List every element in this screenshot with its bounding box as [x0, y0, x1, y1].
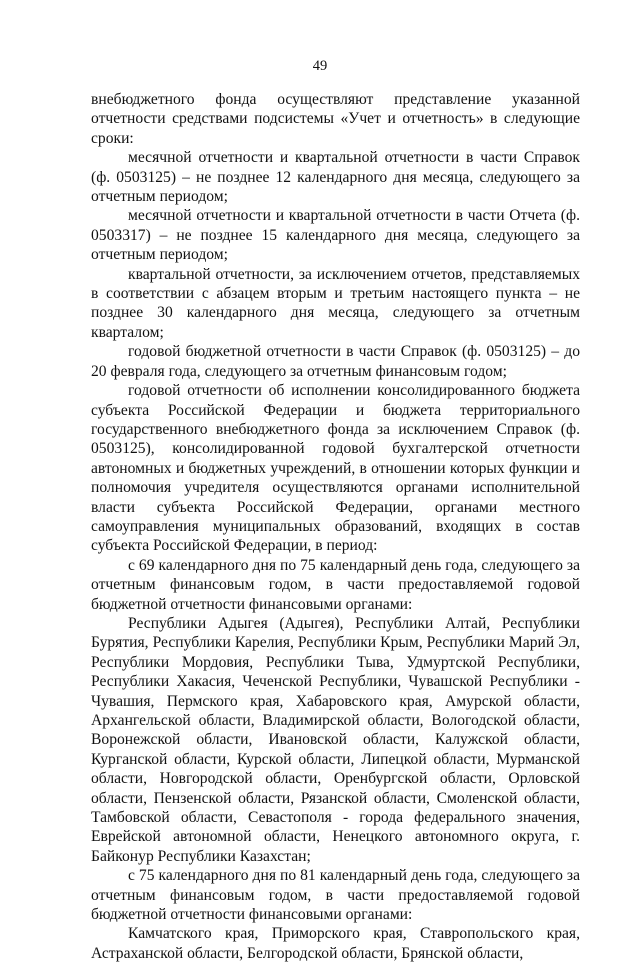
paragraph-annual-certificates: годовой бюджетной отчетности в части Справок (ф. 0503125) – до 20 февраля года, следующего за отчетным финансовым годом; — [91, 343, 580, 380]
body-text — [91, 90, 580, 963]
paragraph-continuation: внебюджетного фонда осуществляют представление указанной отчетности средствами подсистемы «Учет и отчетность» в следующие сроки: — [91, 91, 580, 147]
paragraph-period-69-75: с 69 календарного дня по 75 календарный день года, следующего за отчетным финансовым годом, в части предоставляемой годовой бюджетной отчетности финансовыми органами: — [91, 556, 580, 613]
page-number: 49 — [312, 58, 328, 74]
paragraph-monthly-certificates: месячной отчетности и квартальной отчетности в части Справок (ф. 0503125) – не позднее 12 календарного дня месяца, следующего за отчетным периодом; — [91, 149, 580, 206]
paragraph-regions-group-2: Камчатского края, Приморского края, Ставропольского края, Астраханской области, Белгородской области, Брянской области, — [91, 925, 580, 962]
paragraph-annual-consolidated: годовой отчетности об исполнении консолидированного бюджета субъекта Российской Федерации и бюджета территориального государственного внебюджетного фонда за исключением Справок (ф. 0503125), консолидированной годовой бухгалтерской отчетности автономных и бюджетных учреждений, в отношении которых функции и полномочия учредителя осуществляются органами исполнительной власти субъекта Российской Федерации, органами местного самоуправления муниципальных образований, входящих в состав субъекта Российской Федерации, в период: — [91, 382, 580, 555]
paragraph-quarterly: квартальной отчетности, за исключением отчетов, представляемых в соответствии с абзацем вторым и третьим настоящего пункта – не позднее 30 календарного дня месяца, следующего за отчетным кварталом; — [91, 265, 580, 341]
paragraph-regions-group-1: Республики Адыгея (Адыгея), Республики Алтай, Республики Бурятия, Республики Карелия, Республики Крым, Республики Марий Эл, Республики Мордовия, Республики Тыва, Удмуртской Республики, Республики Хакасия, Чеченской Республики, Чувашской Республики - Чувашия, Пермского края, Хабаровского края, Амурской области, Архангельской области, Владимирской области, Вологодской области, Воронежской области, Ивановской области, Калужской области, Курганской области, Курской области, Липецкой области, Мурманской области, Новгородской области, Оренбургской области, Орловской области, Пензенской области, Рязанской области, Смоленской области, Тамбовской области, Севастополя - города федерального значения, Еврейской автономной области, Ненецкого автономного округа, г. Байконур Республики Казахстан; — [91, 614, 580, 865]
paragraph-monthly-report: месячной отчетности и квартальной отчетности в части Отчета (ф. 0503317) – не позднее 15 календарного дня месяца, следующего за отчетным периодом; — [91, 207, 580, 264]
paragraph-period-75-81: с 75 календарного дня по 81 календарный день года, следующего за отчетным финансовым годом, в части предоставляемой годовой бюджетной отчетности финансовыми органами: — [91, 867, 580, 924]
